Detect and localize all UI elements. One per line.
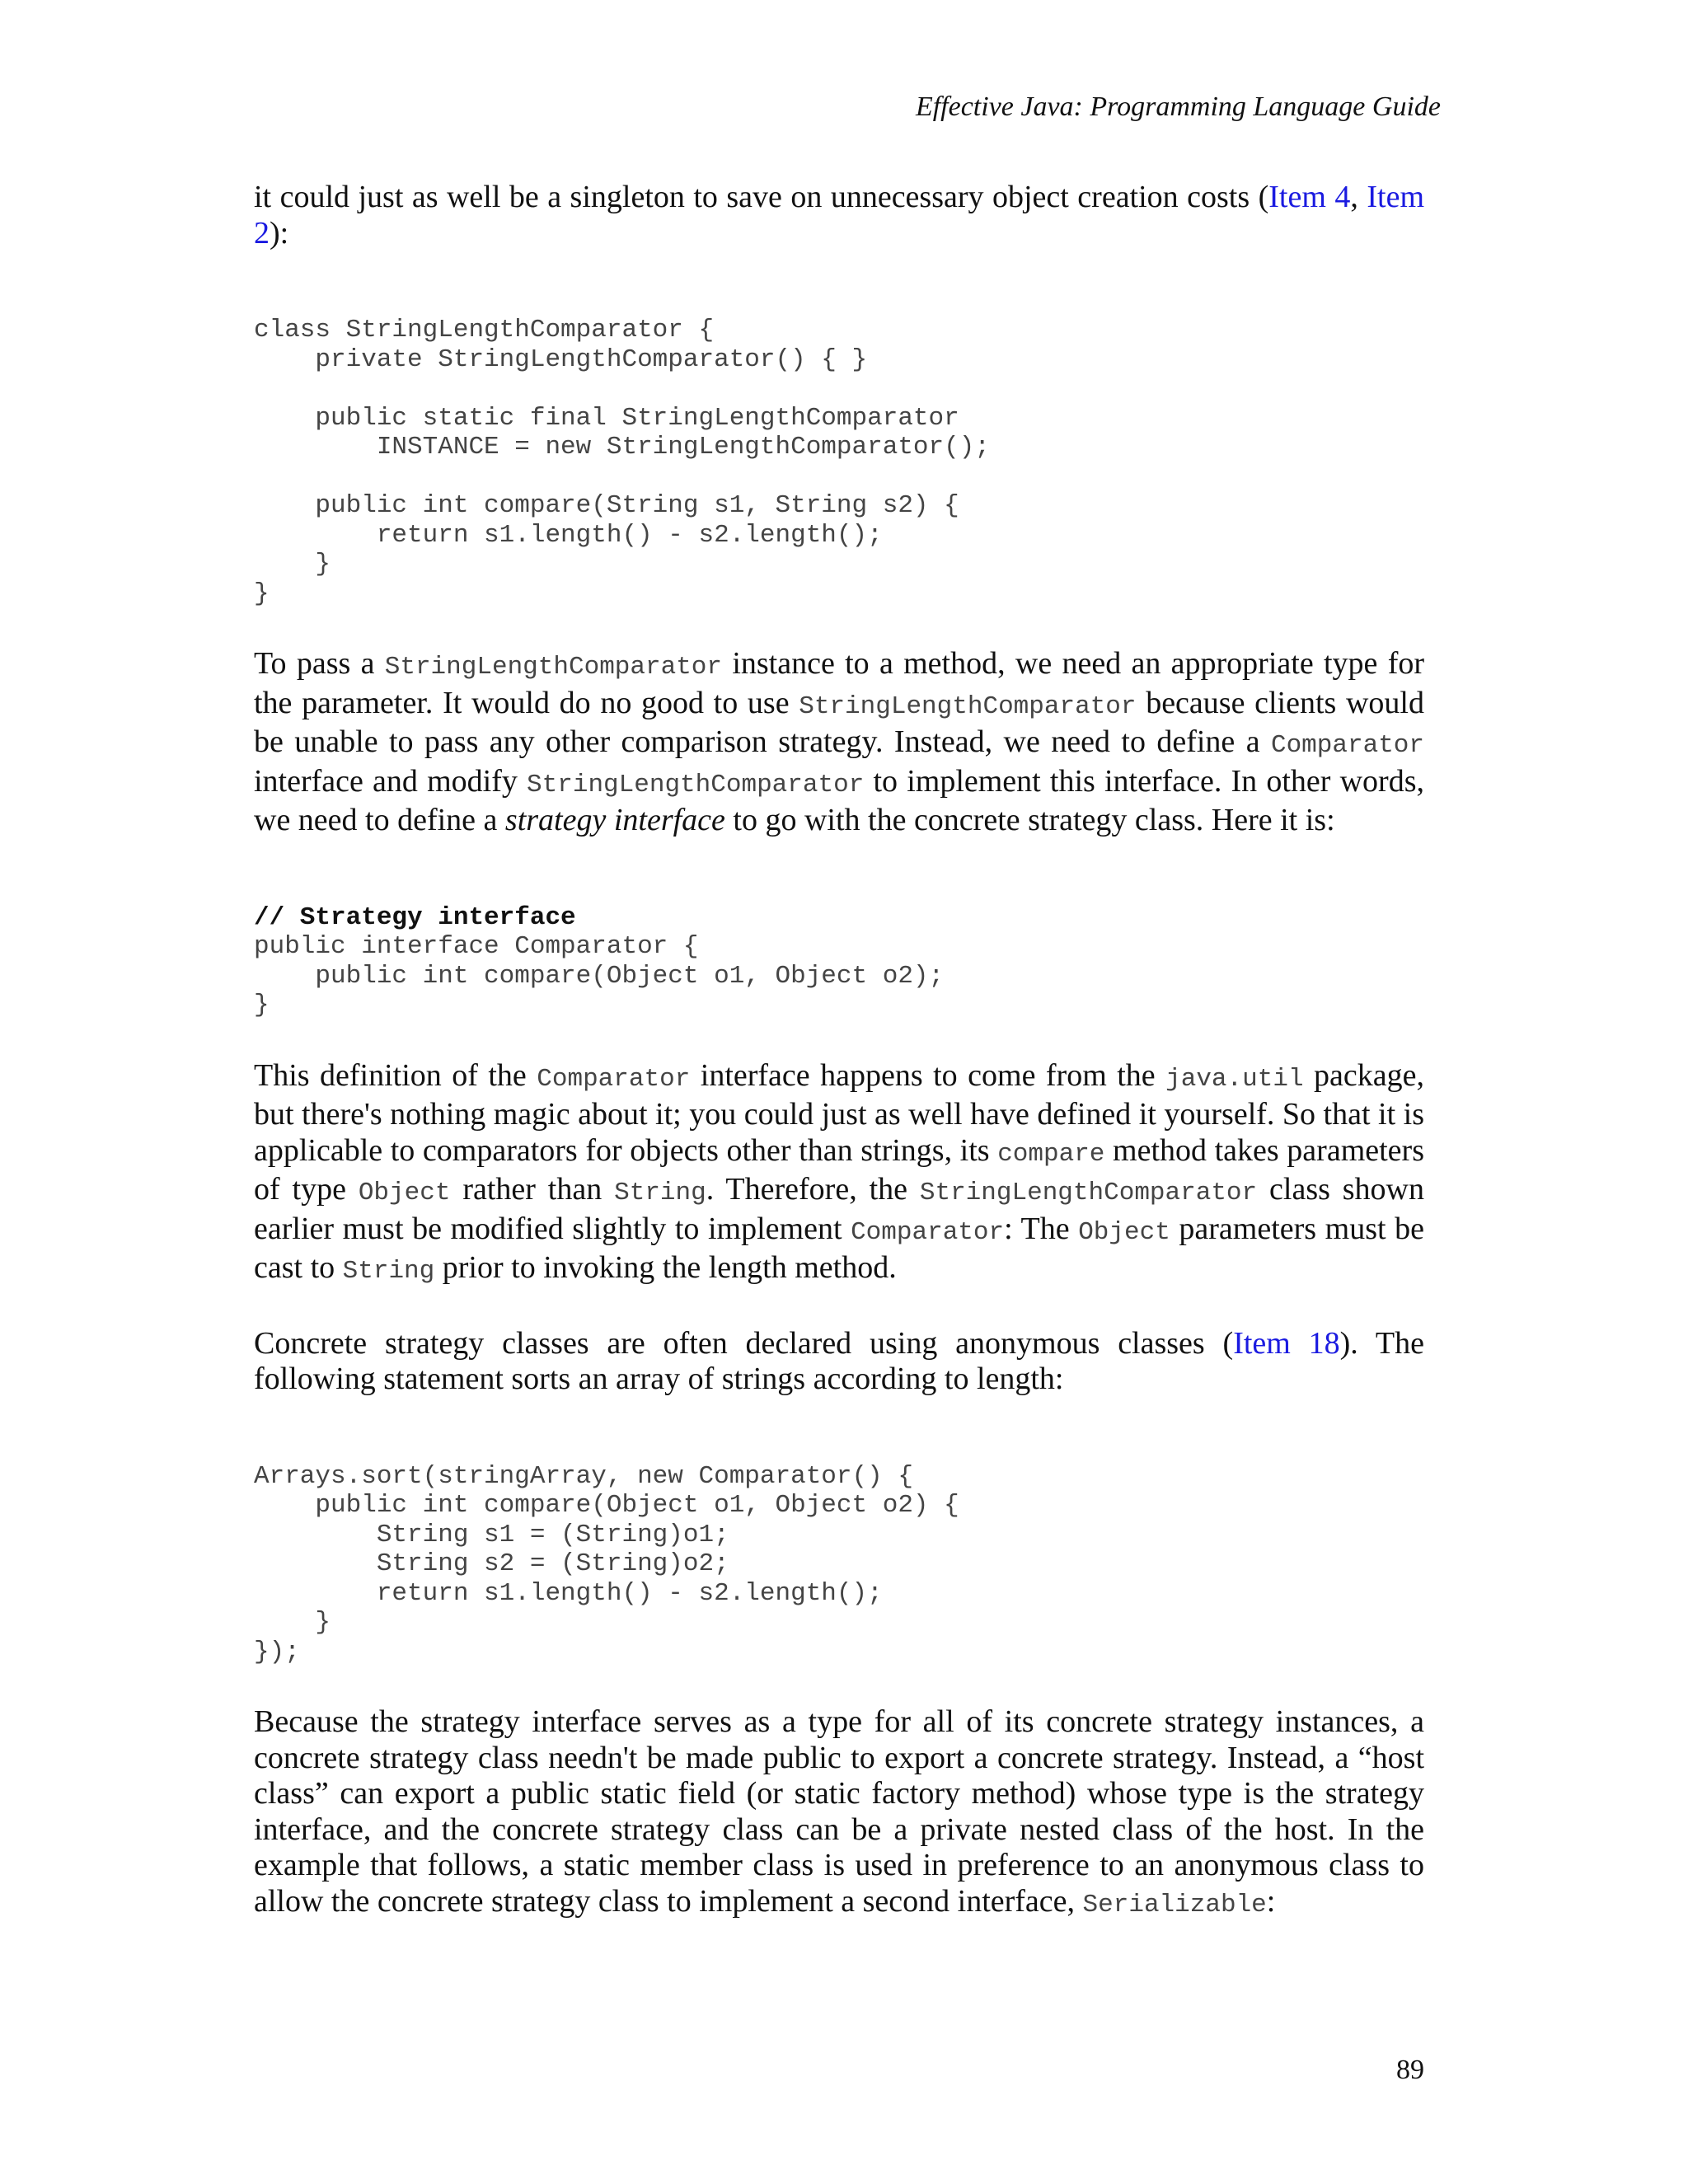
text: : <box>1266 1883 1276 1919</box>
text: instance to a method, we need an appropriate type for the parameter. It would do no good to use <box>254 646 1424 720</box>
text: ): <box>270 215 289 251</box>
inline-code: java.util <box>1165 1064 1304 1094</box>
spacer <box>254 251 1424 316</box>
spacer <box>254 839 1424 903</box>
text: package, but there's nothing magic about it; you could just as well have defined it yourself. So that it is applicable to comparators for objects other than strings, its <box>254 1057 1424 1168</box>
paragraph-singleton <box>254 180 1424 251</box>
inline-code: Object <box>358 1179 451 1207</box>
code-comment: // Strategy interface <box>254 902 576 932</box>
running-header: Effective Java: Programming Language Guide <box>915 91 1441 122</box>
text: class shown earlier must be modified slightly to implement <box>254 1172 1424 1246</box>
spacer <box>254 608 1424 646</box>
link-item-2[interactable]: Item 2 <box>254 180 1425 251</box>
text: . Therefore, the <box>706 1172 920 1207</box>
spacer <box>254 1290 1424 1326</box>
text: ). The following statement sorts an array of strings according to length: <box>254 1325 1425 1396</box>
inline-code: StringLengthComparator <box>919 1179 1258 1207</box>
inline-code: Comparator <box>537 1064 691 1094</box>
text: Concrete strategy classes are often declared using anonymous classes ( <box>254 1325 1234 1361</box>
inline-code: Object <box>1078 1217 1170 1247</box>
inline-code: StringLengthComparator <box>384 653 723 682</box>
text: because clients would be unable to pass any other comparison strategy. Instead, we need to define a <box>254 685 1424 759</box>
text: To pass a <box>254 646 385 681</box>
text: parameters must be cast to <box>254 1211 1424 1285</box>
text: This definition of the <box>254 1057 537 1093</box>
spacer <box>254 1398 1424 1462</box>
text: method takes parameters of type <box>254 1132 1424 1207</box>
text: rather than <box>450 1172 615 1207</box>
spacer <box>254 1020 1424 1058</box>
page-number: 89 <box>1396 2055 1424 2085</box>
text: to implement this interface. In other words, we need to define a <box>254 763 1424 837</box>
paragraph-strategy-interface <box>254 646 1424 839</box>
code-block-arrays-sort: Arrays.sort(stringArray, new Comparator() { public int compare(Object o1, Object o2) { String s1 = (String)o1; String s2 = (String)o2; return s1.length() - s2.length(); } }); <box>254 1461 959 1666</box>
text: it could just as well be a singleton to save on unnecessary object creation costs ( <box>254 180 1269 214</box>
page-content <box>254 180 1424 1923</box>
paragraph-host-class <box>254 1704 1424 1923</box>
inline-code: StringLengthComparator <box>799 691 1137 721</box>
text: Because the strategy interface serves as a type for all of its concrete strategy instances, a concrete strategy class needn't be made public to export a concrete strategy. Instead, a “host class” can export a public static field (or static factory method) whose type is the strategy interface, and the concrete strategy class can be a private nested class of the host. In the example that follows, a static member class is used in preference to an anonymous class to allow the concrete strategy class to implement a second interface, <box>254 1704 1424 1919</box>
spacer <box>254 1666 1424 1704</box>
inline-code: String <box>342 1257 435 1286</box>
link-item-18[interactable]: Item 18 <box>1233 1325 1340 1361</box>
text: to go with the concrete strategy class. Here it is: <box>724 803 1335 837</box>
inline-code: Serializable <box>1082 1890 1267 1919</box>
text: prior to invoking the length method. <box>434 1250 897 1285</box>
code-body: public interface Comparator { public int compare(Object o1, Object o2); } <box>254 932 945 1019</box>
text: interface happens to come from the <box>690 1057 1166 1093</box>
inline-code: compare <box>997 1139 1105 1169</box>
inline-code: Comparator <box>851 1217 1005 1247</box>
text: : The <box>1004 1211 1079 1246</box>
text: , <box>1350 180 1367 214</box>
emphasis-term: strategy interface <box>504 803 725 837</box>
inline-code: Comparator <box>1270 731 1424 760</box>
paragraph-comparator-definition <box>254 1058 1424 1290</box>
inline-code: StringLengthComparator <box>527 770 865 799</box>
code-block-comparator-interface <box>254 903 1424 1020</box>
text: interface and modify <box>254 763 528 799</box>
code-block-string-length-comparator: class StringLengthComparator { private StringLengthComparator() { } public static final StringLengthComparator INSTANCE = new StringLengthComparator(); public int compare(String s1, String s2) { return s1.length() - s2.length(); } } <box>254 316 990 608</box>
inline-code: String <box>614 1179 706 1207</box>
link-item-4[interactable]: Item 4 <box>1268 180 1351 214</box>
paragraph-anonymous-classes <box>254 1326 1424 1398</box>
